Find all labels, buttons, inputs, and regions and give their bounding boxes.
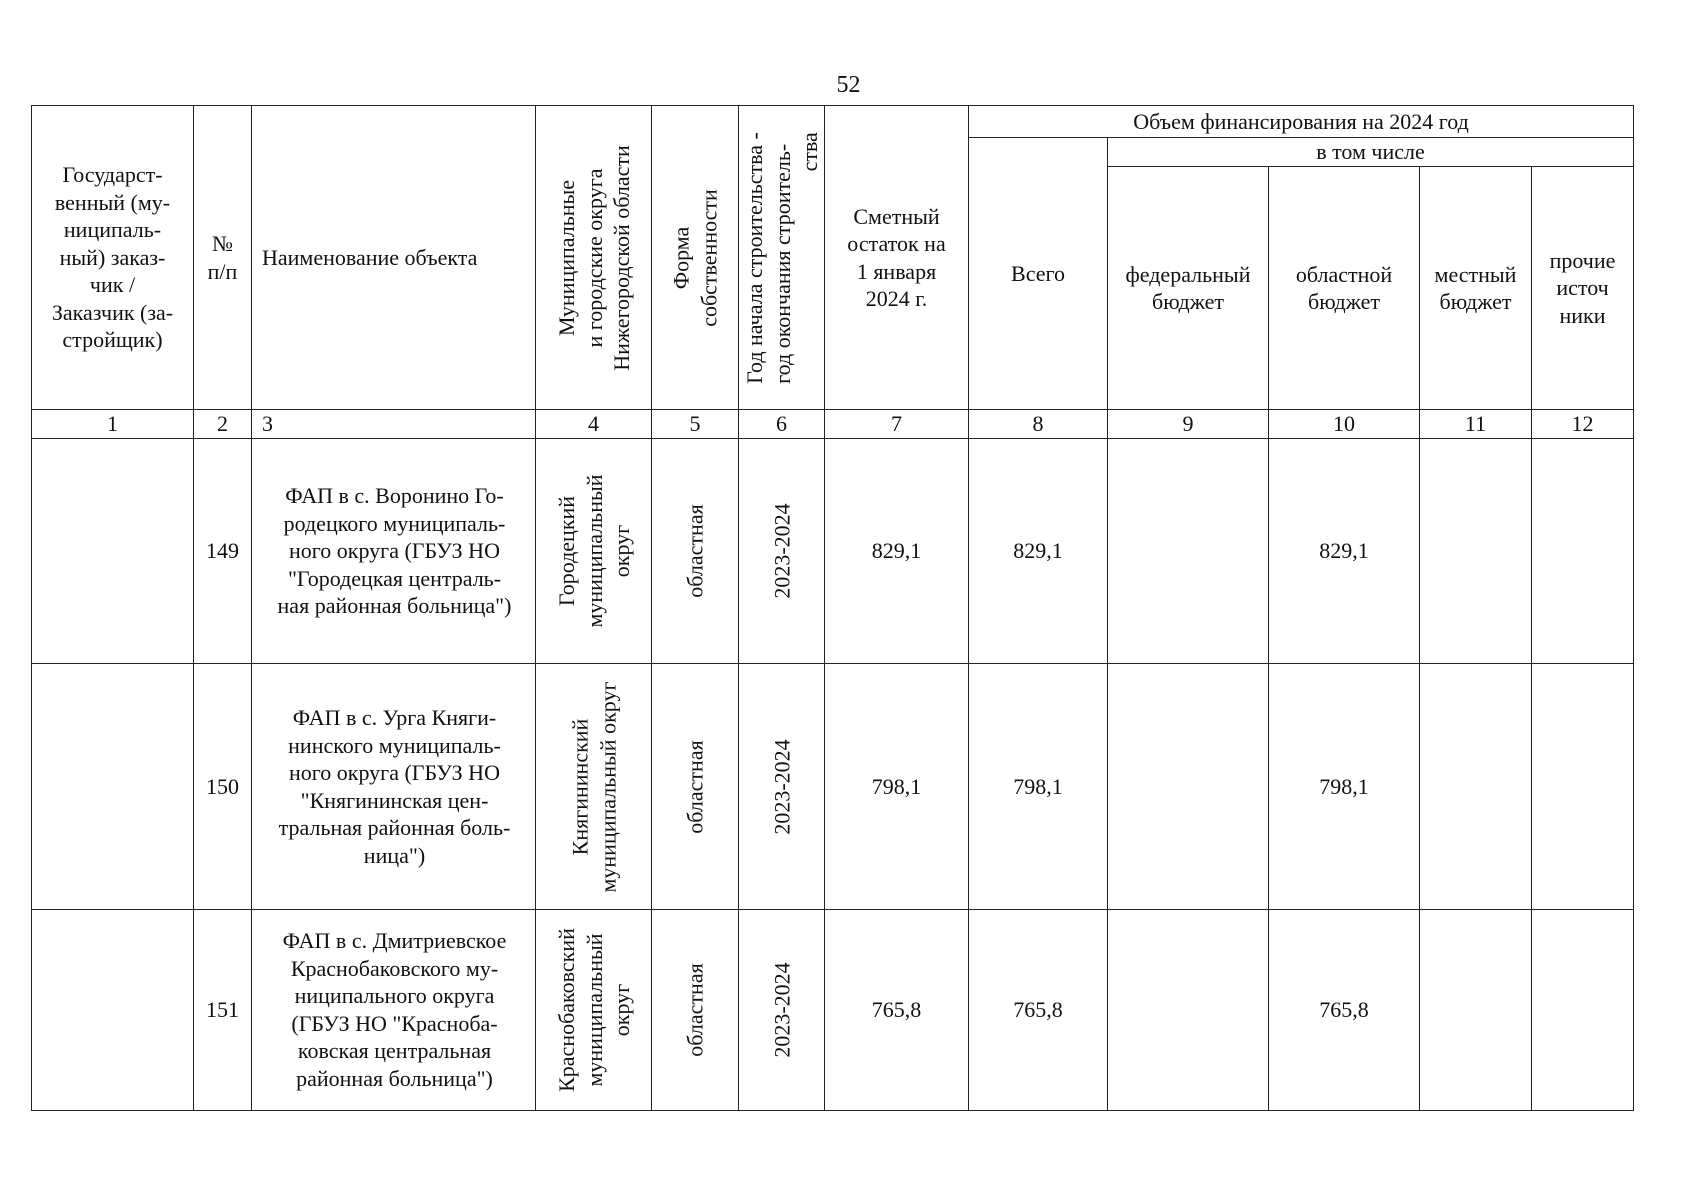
table-row (32, 664, 1634, 909)
column-number: 5 (652, 410, 739, 439)
row-total: 798,1 (969, 664, 1108, 909)
row-years: 2023-2024 (739, 664, 825, 909)
row-years: 2023-2024 (739, 909, 825, 1110)
row-customer (32, 664, 194, 909)
row-ownership: областная (652, 909, 739, 1110)
header-num: № п/п (194, 106, 252, 410)
row-district: Княгининский муниципальный округ (536, 664, 652, 909)
row-federal (1108, 438, 1269, 663)
row-estimate: 798,1 (825, 664, 969, 909)
row-federal (1108, 909, 1269, 1110)
row-ownership: областная (652, 438, 739, 663)
column-number: 3 (252, 410, 536, 439)
column-number: 9 (1108, 410, 1269, 439)
table-row (32, 438, 1634, 663)
row-other (1532, 664, 1634, 909)
row-regional: 798,1 (1269, 664, 1420, 909)
row-years: 2023-2024 (739, 438, 825, 663)
header-regional: областной бюджет (1269, 166, 1420, 409)
row-num: 151 (194, 909, 252, 1110)
financing-table (31, 105, 1634, 1111)
column-number: 7 (825, 410, 969, 439)
column-number: 2 (194, 410, 252, 439)
row-federal (1108, 664, 1269, 909)
row-other (1532, 909, 1634, 1110)
row-customer (32, 909, 194, 1110)
row-estimate: 829,1 (825, 438, 969, 663)
row-object-name: ФАП в с. Воронино Го- родецкого муниципаль- ного округа (ГБУЗ НО "Городецкая централь- ная районная больница") (252, 438, 536, 663)
row-estimate: 765,8 (825, 909, 969, 1110)
row-num: 149 (194, 438, 252, 663)
row-local (1420, 909, 1532, 1110)
header-district: Муниципальные и городские округа Нижегородской области (536, 106, 652, 410)
row-object-name: ФАП в с. Урга Княги- нинского муниципаль- ного округа (ГБУЗ НО "Княгининская цен- тральная районная боль- ница") (252, 664, 536, 909)
row-regional: 829,1 (1269, 438, 1420, 663)
row-num: 150 (194, 664, 252, 909)
column-number: 10 (1269, 410, 1420, 439)
header-estimate: Сметный остаток на 1 января 2024 г. (825, 106, 969, 410)
column-number: 6 (739, 410, 825, 439)
row-regional: 765,8 (1269, 909, 1420, 1110)
row-total: 829,1 (969, 438, 1108, 663)
column-number: 12 (1532, 410, 1634, 439)
column-number: 1 (32, 410, 194, 439)
column-number: 11 (1420, 410, 1532, 439)
table-row (32, 909, 1634, 1110)
row-total: 765,8 (969, 909, 1108, 1110)
row-object-name: ФАП в с. Дмитриевское Краснобаковского му- ниципального округа (ГБУЗ НО "Красноба- ковская центральная районная больница") (252, 909, 536, 1110)
header-total: Всего (969, 138, 1108, 410)
row-local (1420, 438, 1532, 663)
page-number: 52 (836, 72, 861, 98)
column-number: 8 (969, 410, 1108, 439)
header-name: Наименование объекта (252, 106, 536, 410)
row-ownership: областная (652, 664, 739, 909)
row-local (1420, 664, 1532, 909)
row-district: Городецкий муниципальный округ (536, 438, 652, 663)
header-other: прочие источ ники (1532, 166, 1634, 409)
column-number-row (32, 410, 1634, 439)
row-district: Краснобаковский муниципальный округ (536, 909, 652, 1110)
header-ownership: Форма собственности (652, 106, 739, 410)
column-number: 4 (536, 410, 652, 439)
row-customer (32, 438, 194, 663)
row-other (1532, 438, 1634, 663)
header-local: местный бюджет (1420, 166, 1532, 409)
header-years: Год начала строительства - год окончания строитель- ства (739, 106, 825, 410)
header-customer: Государст- венный (му- ниципаль- ный) заказ- чик / Заказчик (за- стройщик) (32, 106, 194, 410)
header-federal: федеральный бюджет (1108, 166, 1269, 409)
header-including: в том числе (1108, 138, 1634, 167)
header-funding: Объем финансирования на 2024 год (969, 106, 1634, 138)
